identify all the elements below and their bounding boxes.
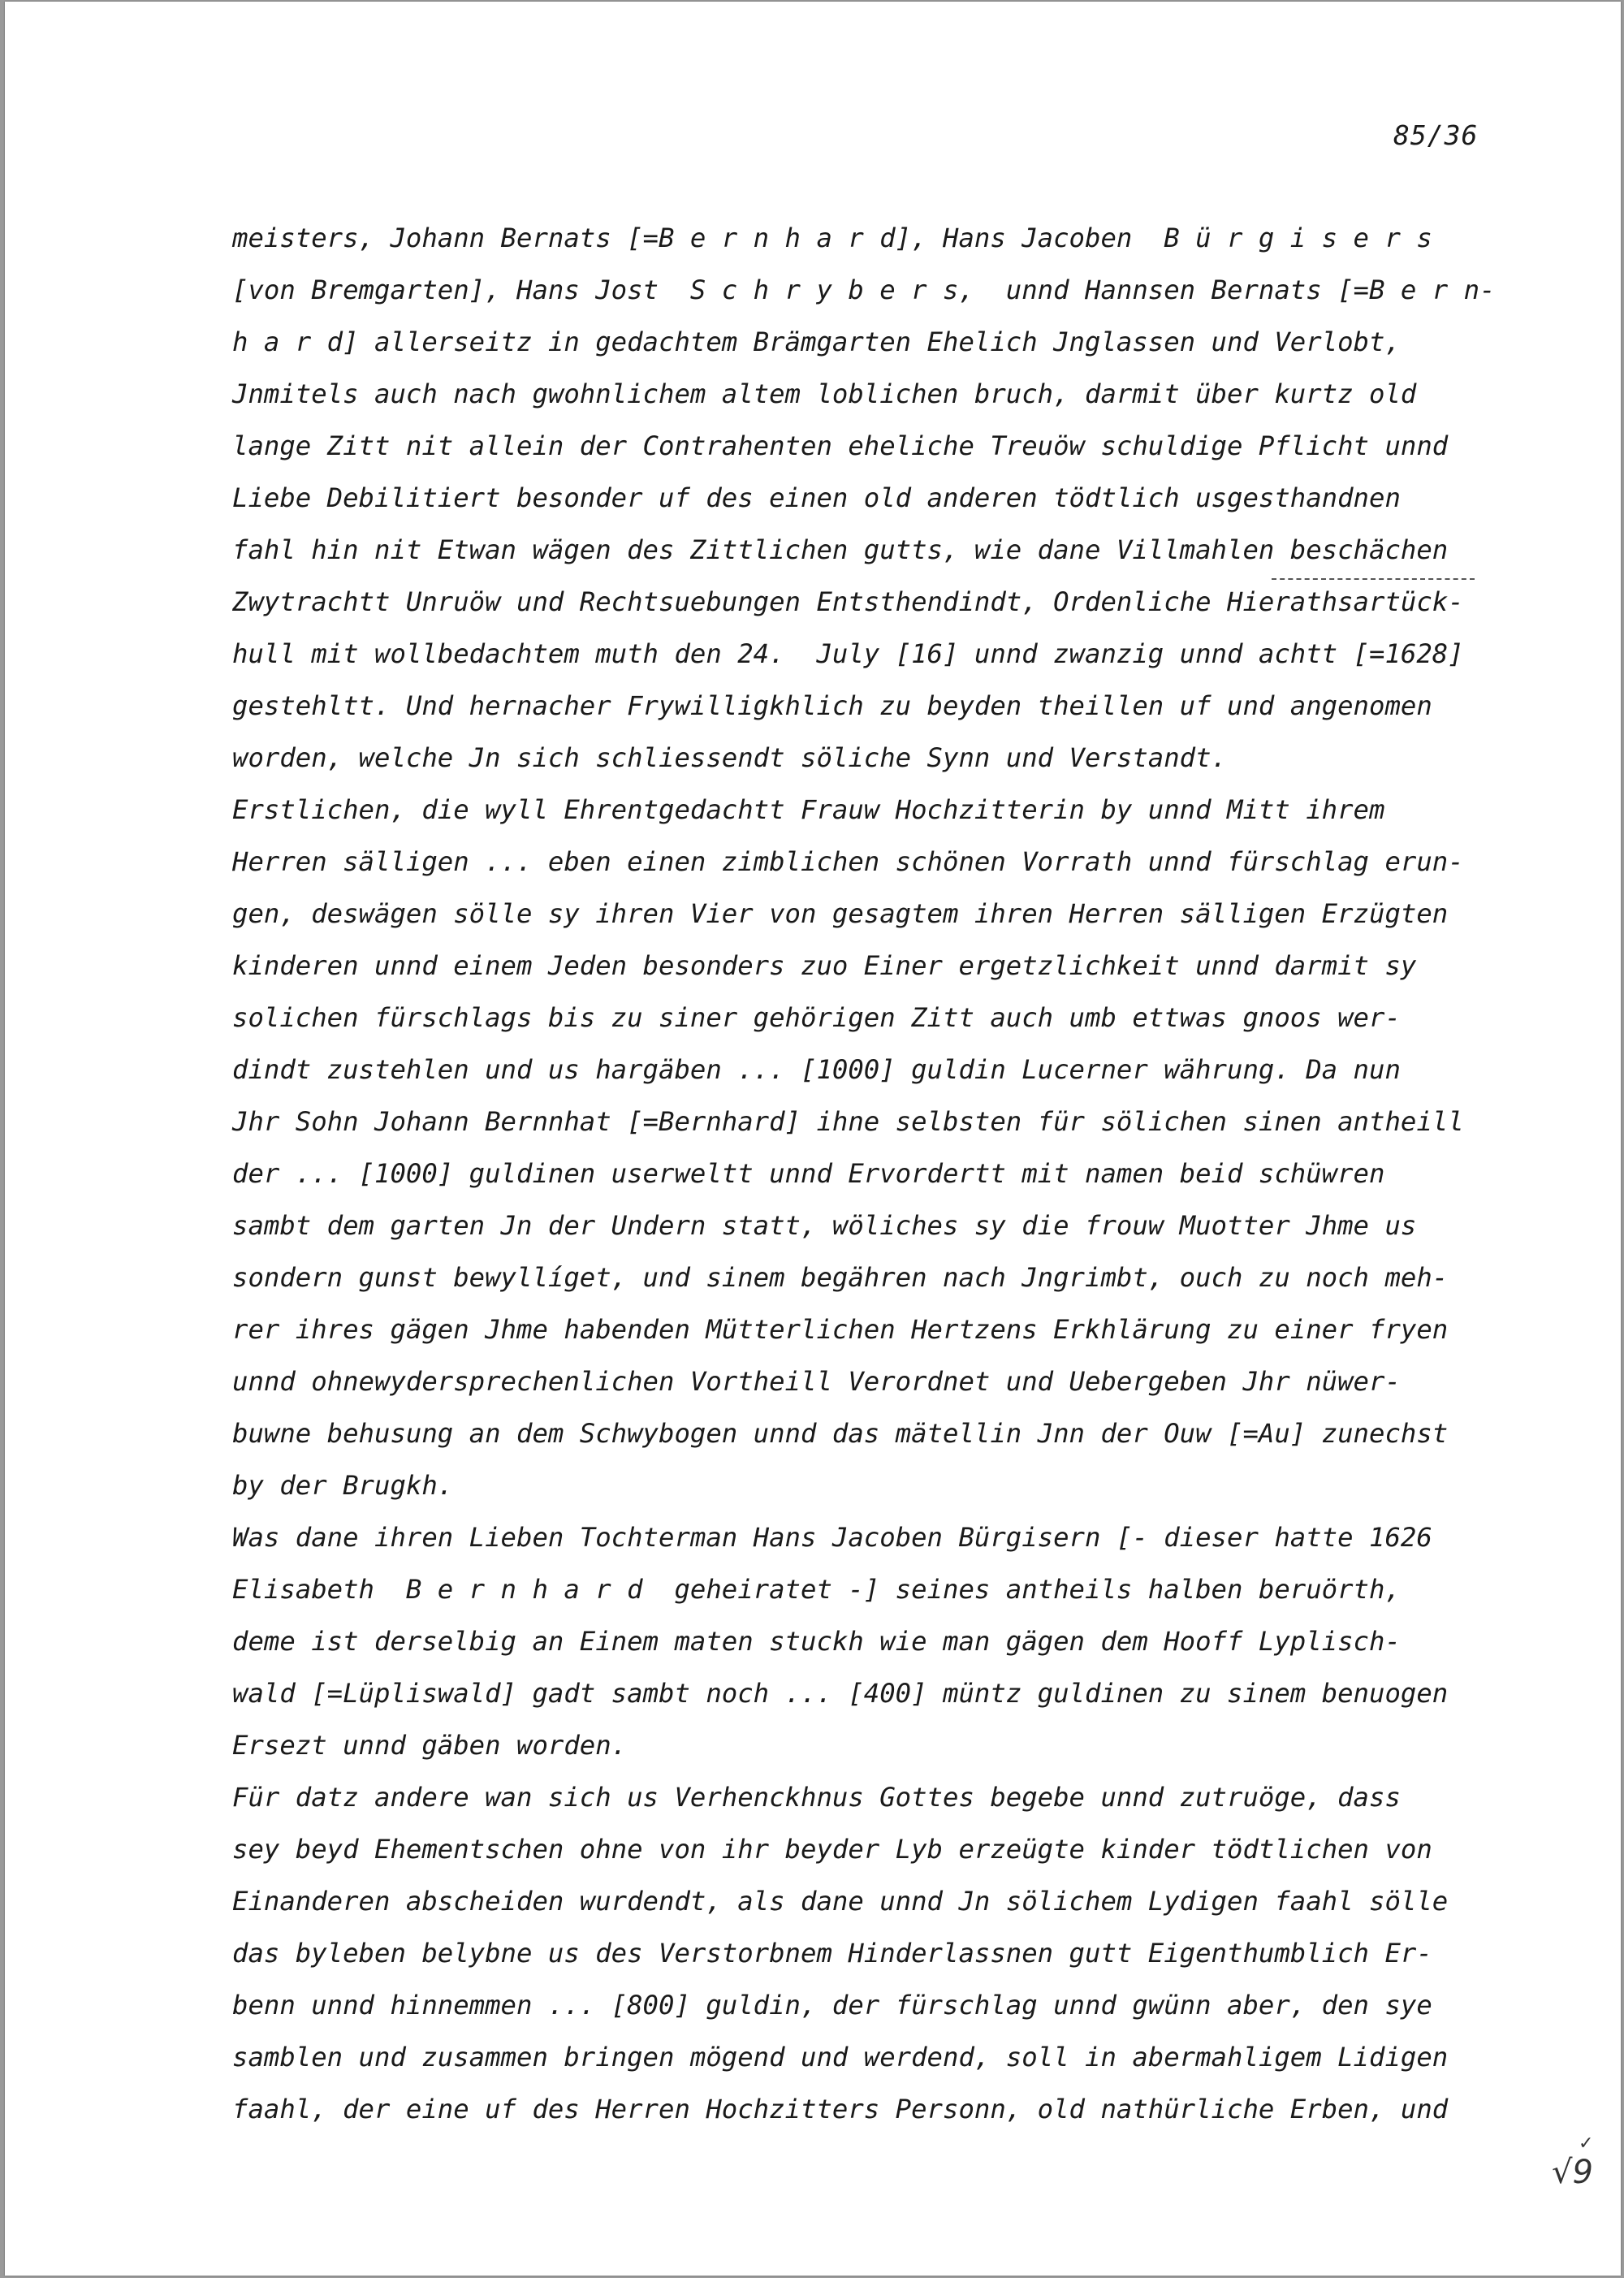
text-line: benn unnd hinnemmen ... [800] guldin, der fürschlag unnd gwünn aber, den sye (232, 1990, 1432, 2021)
text-line: [von Bremgarten], Hans Jost S c h r y b e r s, unnd Hannsen Bernats [=B e r n- (232, 274, 1496, 305)
text-line: deme ist derselbig an Einem maten stuckh wie man gägen dem Hooff Lyplisch- (232, 1626, 1401, 1657)
text-line: fahl hin nit Etwan wägen des Zittlichen gutts, wie dane Villmahlen beschächen (232, 534, 1449, 565)
text-line: sey beyd Ehementschen ohne von ihr beyder Lyb erzeügte kinder tödtlichen von (232, 1834, 1432, 1865)
text-line: gen, deswägen sölle sy ihren Vier von gesagtem ihren Herren sälligen Erzügten (232, 898, 1449, 929)
typewritten-text-body (232, 212, 1564, 2135)
text-line: Einanderen abscheiden wurdendt, als dane unnd Jn sölichem Lydigen faahl sölle (232, 1886, 1449, 1917)
text-line: sondern gunst bewyllíget, und sinem begähren nach Jngrimbt, ouch zu noch meh- (232, 1262, 1449, 1293)
text-line: Jnmitels auch nach gwohnlichem altem loblichen bruch, darmit über kurtz old (232, 378, 1417, 409)
page-number: 85/36 (1393, 119, 1479, 151)
text-line: rer ihres gägen Jhme habenden Mütterlichen Hertzens Erkhlärung zu einer fryen (232, 1314, 1449, 1345)
text-line: Zwytrachtt Unruöw und Rechtsuebungen Entsthendindt, Ordenliche Hierathsartück- (232, 586, 1464, 617)
document-page (5, 2, 1621, 2276)
text-line: faahl, der eine uf des Herren Hochzitters Personn, old nathürliche Erben, und (232, 2094, 1449, 2125)
text-line: dindt zustehlen und us hargäben ... [1000] guldin Lucerner währung. Da nun (232, 1054, 1401, 1085)
text-line: der ... [1000] guldinen userweltt unnd Ervordertt mit namen beid schüwren (232, 1158, 1385, 1189)
text-line: kinderen unnd einem Jeden besonders zuo Einer ergetzlichkeit unnd darmit sy (232, 950, 1417, 981)
text-line: Erstlichen, die wyll Ehrentgedachtt Frauw Hochzitterin by unnd Mitt ihrem (232, 794, 1385, 825)
text-line: Liebe Debilitiert besonder uf des einen old anderen tödtlich usgesthandnen (232, 482, 1401, 513)
handwritten-page-mark: √9 (1552, 2154, 1593, 2191)
text-line: hull mit wollbedachtem muth den 24. July [16] unnd zwanzig unnd achtt [=1628] (232, 638, 1464, 669)
text-line: meisters, Johann Bernats [=B e r n h a r d], Hans Jacoben B ü r g i s e r s (232, 223, 1432, 253)
text-line: Herren sälligen ... eben einen zimblichen schönen Vorrath unnd fürschlag erun- (232, 846, 1464, 877)
text-line: gestehltt. Und hernacher Frywilligkhlich zu beyden theillen uf und angenomen (232, 690, 1432, 721)
checkmark-icon: ✓ (1579, 2133, 1594, 2154)
text-line: unnd ohnewydersprechenlichen Vortheill Verordnet und Uebergeben Jhr nüwer- (232, 1366, 1401, 1397)
text-line: buwne behusung an dem Schwybogen unnd das mätellin Jnn der Ouw [=Au] zunechst (232, 1418, 1449, 1449)
text-line: solichen fürschlags bis zu siner gehörigen Zitt auch umb ettwas gnoos wer- (232, 1002, 1401, 1033)
text-line: Jhr Sohn Johann Bernnhat [=Bernhard] ihne selbsten für sölichen sinen antheill (232, 1106, 1464, 1137)
text-line: Ersezt unnd gäben worden. (232, 1730, 628, 1761)
text-line: Für datz andere wan sich us Verhenckhnus Gottes begebe unnd zutruöge, dass (232, 1782, 1401, 1813)
text-line: wald [=Lüpliswald] gadt sambt noch ... [400] müntz guldinen zu sinem benuogen (232, 1678, 1449, 1709)
text-line: worden, welche Jn sich schliessendt söliche Synn und Verstandt. (232, 742, 1227, 773)
text-line: by der Brugkh. (232, 1470, 454, 1501)
text-line: das byleben belybne us des Verstorbnem Hinderlassnen gutt Eigenthumblich Er- (232, 1938, 1432, 1969)
text-line: sambt dem garten Jn der Undern statt, wöliches sy die frouw Muotter Jhme us (232, 1210, 1417, 1241)
text-line: h a r d] allerseitz in gedachtem Brämgarten Ehelich Jnglassen und Verlobt, (232, 326, 1401, 357)
text-line: samblen und zusammen bringen mögend und werdend, soll in abermahligem Lidigen (232, 2042, 1449, 2073)
text-line: Was dane ihren Lieben Tochterman Hans Jacoben Bürgisern [- dieser hatte 1626 (232, 1522, 1432, 1553)
text-line: lange Zitt nit allein der Contrahenten eheliche Treuöw schuldige Pflicht unnd (232, 430, 1449, 461)
text-line: Elisabeth B e r n h a r d geheiratet -] seines antheils halben beruörth, (232, 1574, 1401, 1605)
